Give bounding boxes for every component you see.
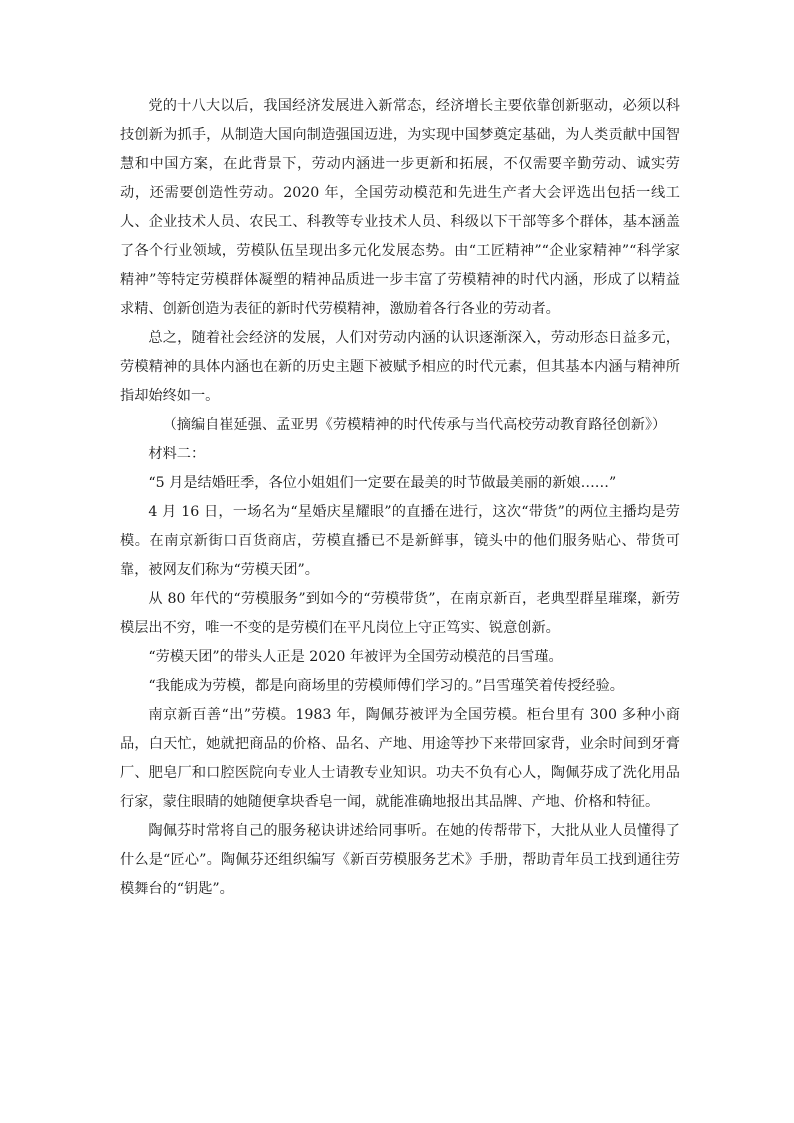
- paragraph-taopeifen: 南京新百善“出”劳模。1983 年，陶佩芬被评为全国劳模。柜台里有 300 多种小商品，白天忙，她就把商品的价格、品名、产地、用途等抄下来带回家背，业余时间到牙膏厂、肥皂厂和口腔医院向专业人士请教专业知识。功夫不负有心人，陶佩芬成了洗化用品行家，蒙住眼睛的她随便拿块香皂一闻，就能准确地报出其品牌、产地、价格和特征。: [120, 707, 680, 810]
- paragraph-livestream: 4 月 16 日，一场名为“星婚庆星耀眼”的直播在进行，这次“带货”的两位主播均是劳模。在南京新街口百货商店，劳模直播已不是新鲜事，镜头中的他们服务贴心、带货可靠，被网友们称为“劳模天团”。: [120, 504, 680, 578]
- material-two-heading: 材料二：: [148, 446, 206, 462]
- paragraph-mentoring: 陶佩芬时常将自己的服务秘诀讲述给同事听。在她的传帮带下，大批从业人员懂得了什么是“匠心”。陶佩芬还组织编写《新百劳模服务艺术》手册，帮助青年员工找到通往劳模舞台的“钥匙”。: [120, 823, 680, 897]
- document-page: [120, 92, 680, 904]
- paragraph-conclusion: 总之，随着社会经济的发展，人们对劳动内涵的认识逐渐深入，劳动形态日益多元，劳模精神的具体内涵也在新的历史主题下被赋予相应的时代元素，但其基本内涵与精神所指却始终如一。: [120, 330, 680, 404]
- source-citation: （摘编自崔延强、孟亚男《劳模精神的时代传承与当代高校劳动教育路径创新》）: [162, 417, 667, 433]
- paragraph-eighties: 从 80 年代的“劳模服务”到如今的“劳模带货”，在南京新百，老典型群星璀璨，新劳模层出不穷，唯一不变的是劳模们在平凡岗位上守正笃实、锐意创新。: [120, 591, 680, 636]
- paragraph-team-leader: “劳模天团”的带头人正是 2020 年被评为全国劳动模范的吕雪瑾。: [148, 649, 563, 665]
- paragraph-innovation: 党的十八大以后，我国经济发展进入新常态，经济增长主要依靠创新驱动，必须以科技创新为抓手，从制造大国向制造强国迈进，为实现中国梦奠定基础，为人类贡献中国智慧和中国方案，在此背景下，劳动内涵进一步更新和拓展，不仅需要辛勤劳动、诚实劳动，还需要创造性劳动。2020 年，全国劳动模范和先进生产者大会评选出包括一线工人、企业技术人员、农民工、科教等专业技术人员、科级以下干部等多个群体，基本涵盖了各个行业领域，劳模队伍呈现出多元化发展态势。由“工匠精神”“企业家精神”“科学家精神”等特定劳模群体凝塑的精神品质进一步丰富了劳模精神的时代内涵，形成了以精益求精、创新创造为表征的新时代劳模精神，激励着各行各业的劳动者。: [120, 98, 680, 317]
- paragraph-quote-lvxuejin: “我能成为劳模，都是向商场里的劳模师傅们学习的。”吕雪瑾笑着传授经验。: [148, 678, 624, 694]
- paragraph-quote-livestream: “5 月是结婚旺季，各位小姐姐们一定要在最美的时节做最美丽的新娘……”: [148, 475, 617, 491]
